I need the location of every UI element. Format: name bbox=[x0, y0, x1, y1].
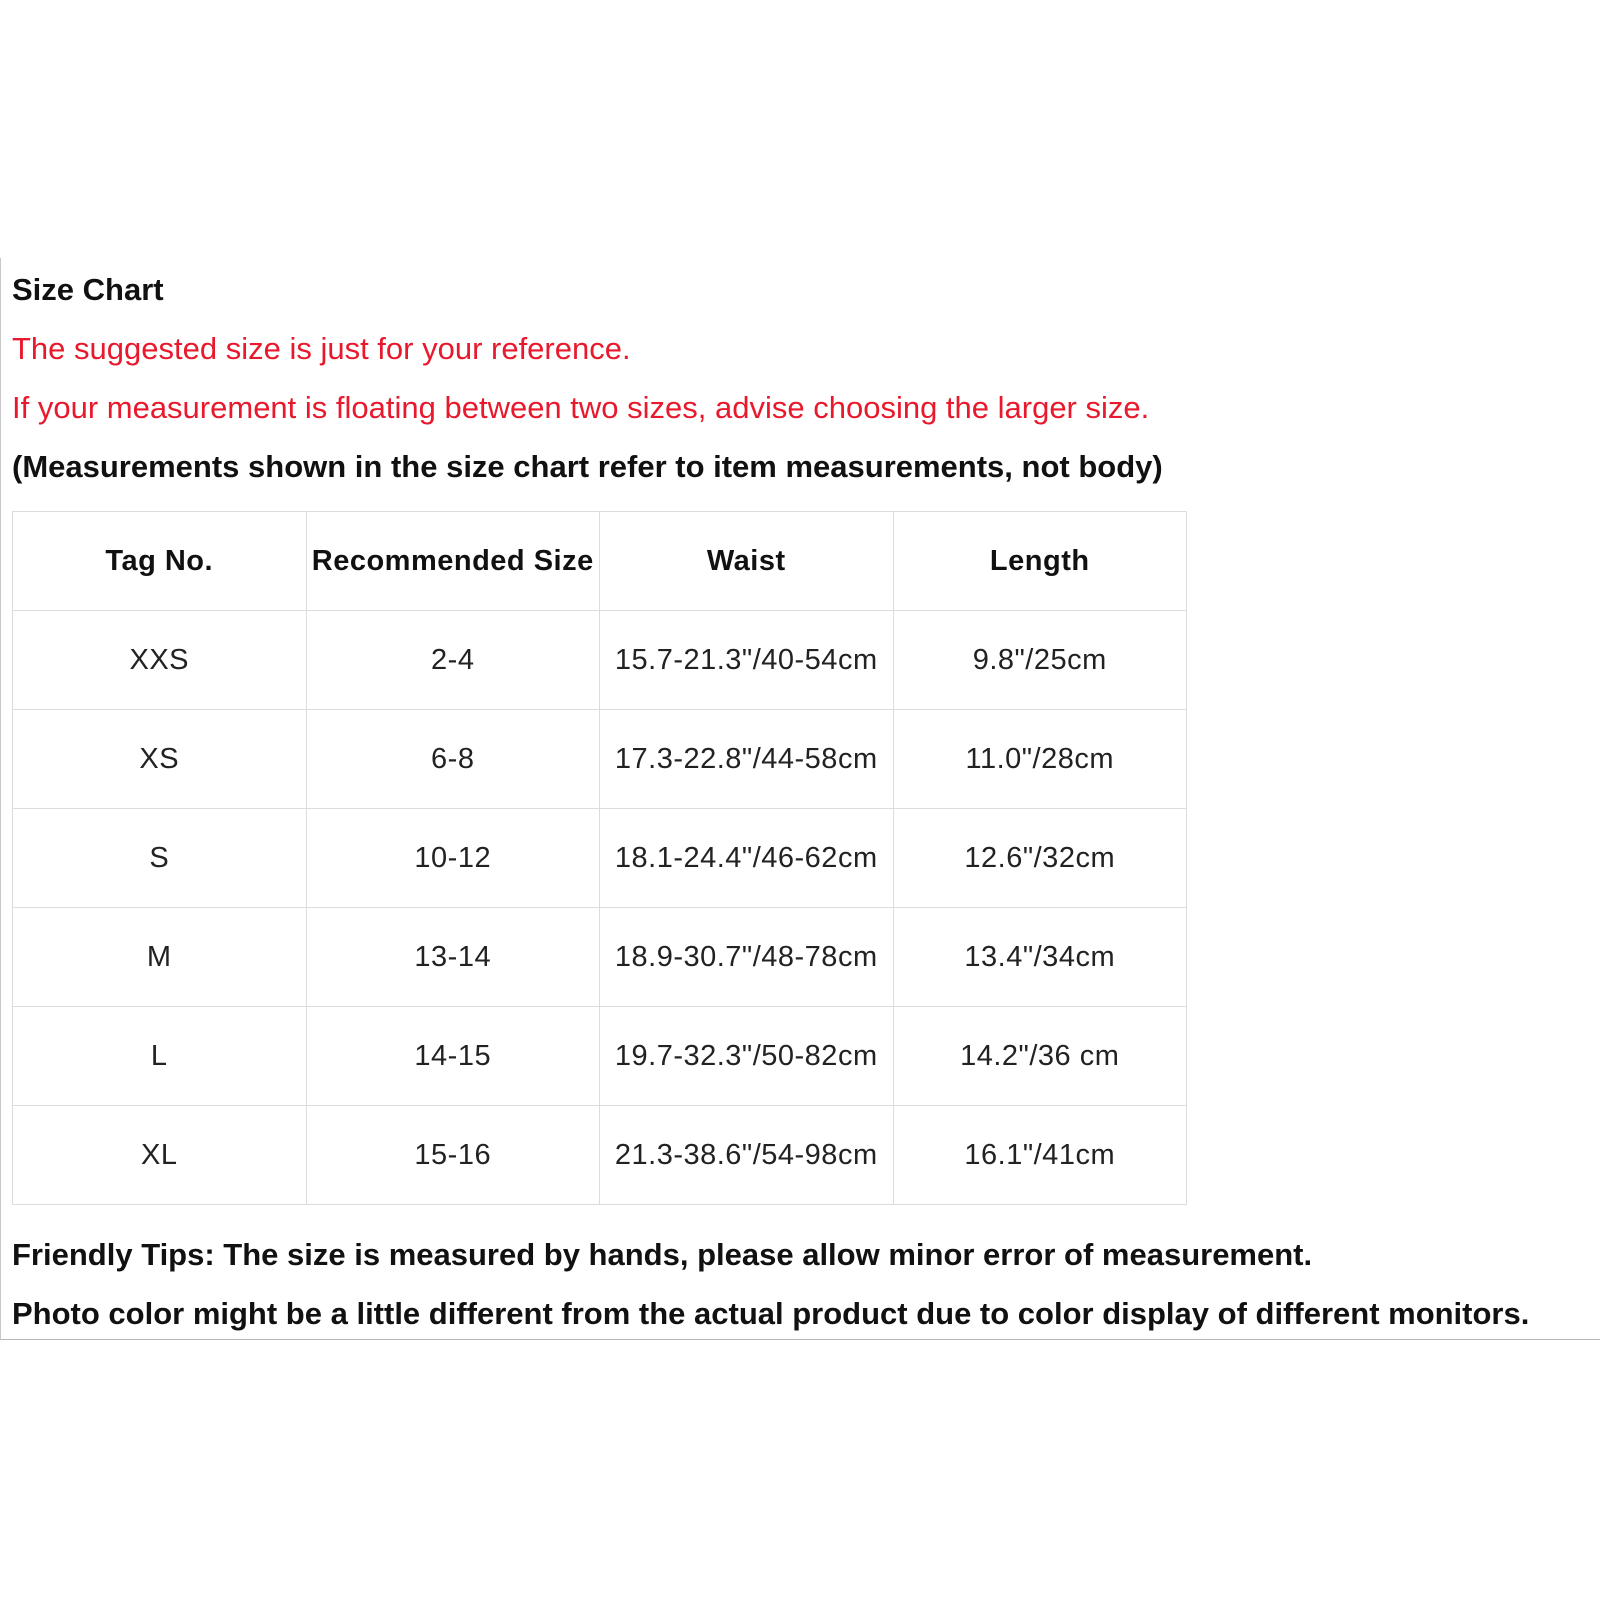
cell-length: 11.0"/28cm bbox=[893, 710, 1187, 809]
column-header-length: Length bbox=[893, 512, 1187, 611]
cell-waist: 21.3-38.6"/54-98cm bbox=[600, 1106, 894, 1205]
cell-tag-no: XS bbox=[13, 710, 307, 809]
table-row bbox=[13, 809, 1187, 908]
table-row bbox=[13, 1007, 1187, 1106]
cell-waist: 15.7-21.3"/40-54cm bbox=[600, 611, 894, 710]
cell-waist: 18.9-30.7"/48-78cm bbox=[600, 908, 894, 1007]
table-row bbox=[13, 611, 1187, 710]
column-header-tag-no: Tag No. bbox=[13, 512, 307, 611]
page-title: Size Chart bbox=[12, 272, 164, 307]
cell-tag-no: XL bbox=[13, 1106, 307, 1205]
reference-notice: The suggested size is just for your reference. bbox=[12, 331, 631, 366]
column-header-waist: Waist bbox=[600, 512, 894, 611]
photo-color-disclaimer: Photo color might be a little different from the actual product due to color display of different monitors. bbox=[12, 1296, 1530, 1331]
size-chart-panel bbox=[0, 258, 1600, 1340]
table-header-row bbox=[13, 512, 1187, 611]
cell-length: 12.6"/32cm bbox=[893, 809, 1187, 908]
table-row bbox=[13, 710, 1187, 809]
between-sizes-notice: If your measurement is floating between two sizes, advise choosing the larger size. bbox=[12, 390, 1150, 425]
cell-waist: 18.1-24.4"/46-62cm bbox=[600, 809, 894, 908]
column-header-recommended-size: Recommended Size bbox=[306, 512, 600, 611]
cell-waist: 17.3-22.8"/44-58cm bbox=[600, 710, 894, 809]
cell-tag-no: L bbox=[13, 1007, 307, 1106]
cell-recommended-size: 13-14 bbox=[306, 908, 600, 1007]
friendly-tips: Friendly Tips: The size is measured by hands, please allow minor error of measurement. bbox=[12, 1237, 1313, 1272]
cell-waist: 19.7-32.3"/50-82cm bbox=[600, 1007, 894, 1106]
cell-tag-no: XXS bbox=[13, 611, 307, 710]
table-row bbox=[13, 1106, 1187, 1205]
cell-length: 14.2"/36 cm bbox=[893, 1007, 1187, 1106]
size-table bbox=[12, 511, 1187, 1205]
cell-length: 13.4"/34cm bbox=[893, 908, 1187, 1007]
cell-tag-no: M bbox=[13, 908, 307, 1007]
cell-length: 16.1"/41cm bbox=[893, 1106, 1187, 1205]
measurement-note: (Measurements shown in the size chart refer to item measurements, not body) bbox=[12, 449, 1163, 484]
cell-length: 9.8"/25cm bbox=[893, 611, 1187, 710]
cell-recommended-size: 10-12 bbox=[306, 809, 600, 908]
table-row bbox=[13, 908, 1187, 1007]
cell-recommended-size: 15-16 bbox=[306, 1106, 600, 1205]
cell-tag-no: S bbox=[13, 809, 307, 908]
cell-recommended-size: 14-15 bbox=[306, 1007, 600, 1106]
cell-recommended-size: 2-4 bbox=[306, 611, 600, 710]
cell-recommended-size: 6-8 bbox=[306, 710, 600, 809]
